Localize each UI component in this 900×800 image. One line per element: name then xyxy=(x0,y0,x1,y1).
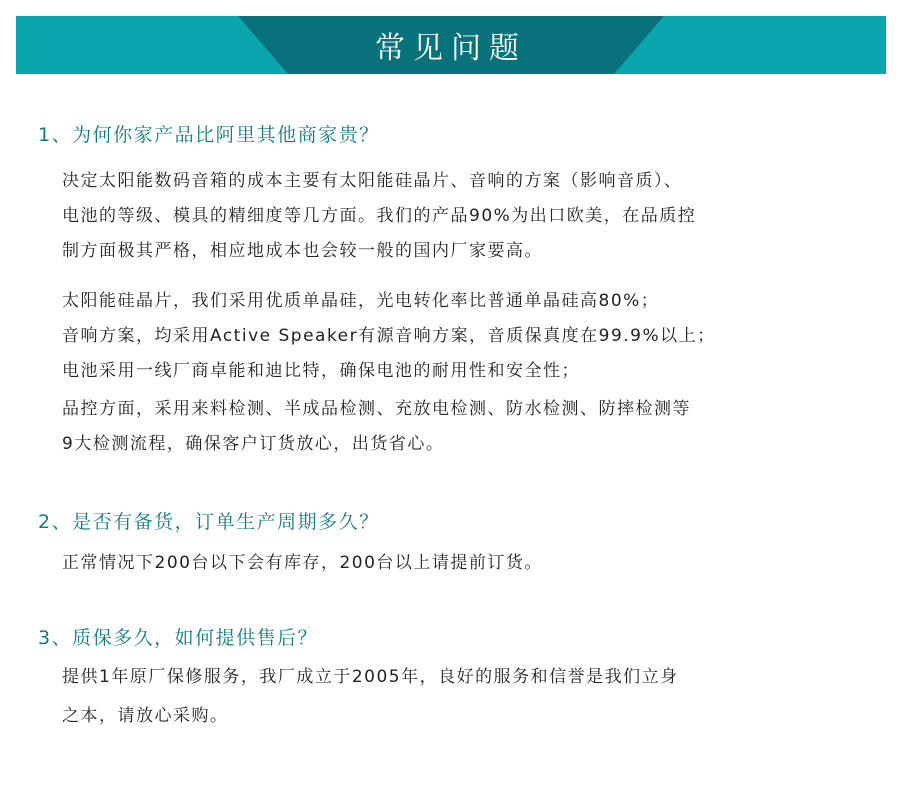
faq-answer-line: 太阳能硅晶片，我们采用优质单晶硅，光电转化率比普通单晶硅高80%； xyxy=(62,291,660,311)
header-banner xyxy=(16,16,886,74)
faq-answer-line: 决定太阳能数码音箱的成本主要有太阳能硅晶片、音响的方案（影响音质）、 xyxy=(62,171,683,191)
faq-answer-line: 正常情况下200台以下会有库存，200台以上请提前订货。 xyxy=(62,553,543,573)
faq-question-1: 1、为何你家产品比阿里其他商家贵？ xyxy=(38,124,380,146)
faq-answer-line: 音响方案，均采用Active Speaker有源音响方案，音质保真度在99.9%以上； xyxy=(62,326,716,346)
faq-answer-line: 9大检测流程，确保客户订货放心，出货省心。 xyxy=(62,434,445,454)
faq-answer-line: 制方面极其严格，相应地成本也会较一般的国内厂家要高。 xyxy=(62,241,543,261)
faq-question-2: 2、是否有备货，订单生产周期多久？ xyxy=(38,511,380,533)
faq-answer-line: 电池的等级、模具的精细度等几方面。我们的产品90%为出口欧美，在品质控 xyxy=(62,206,697,226)
faq-answer-line: 提供1年原厂保修服务，我厂成立于2005年，良好的服务和信誉是我们立身 xyxy=(62,667,679,687)
faq-answer-line: 之本，请放心采购。 xyxy=(62,706,229,726)
faq-question-3: 3、质保多久，如何提供售后？ xyxy=(38,627,319,649)
page-title: 常见问题 xyxy=(375,31,527,66)
faq-answer-line: 品控方面，采用来料检测、半成品检测、充放电检测、防水检测、防摔检测等 xyxy=(62,399,691,419)
faq-answer-line: 电池采用一线厂商卓能和迪比特，确保电池的耐用性和安全性； xyxy=(62,361,580,381)
